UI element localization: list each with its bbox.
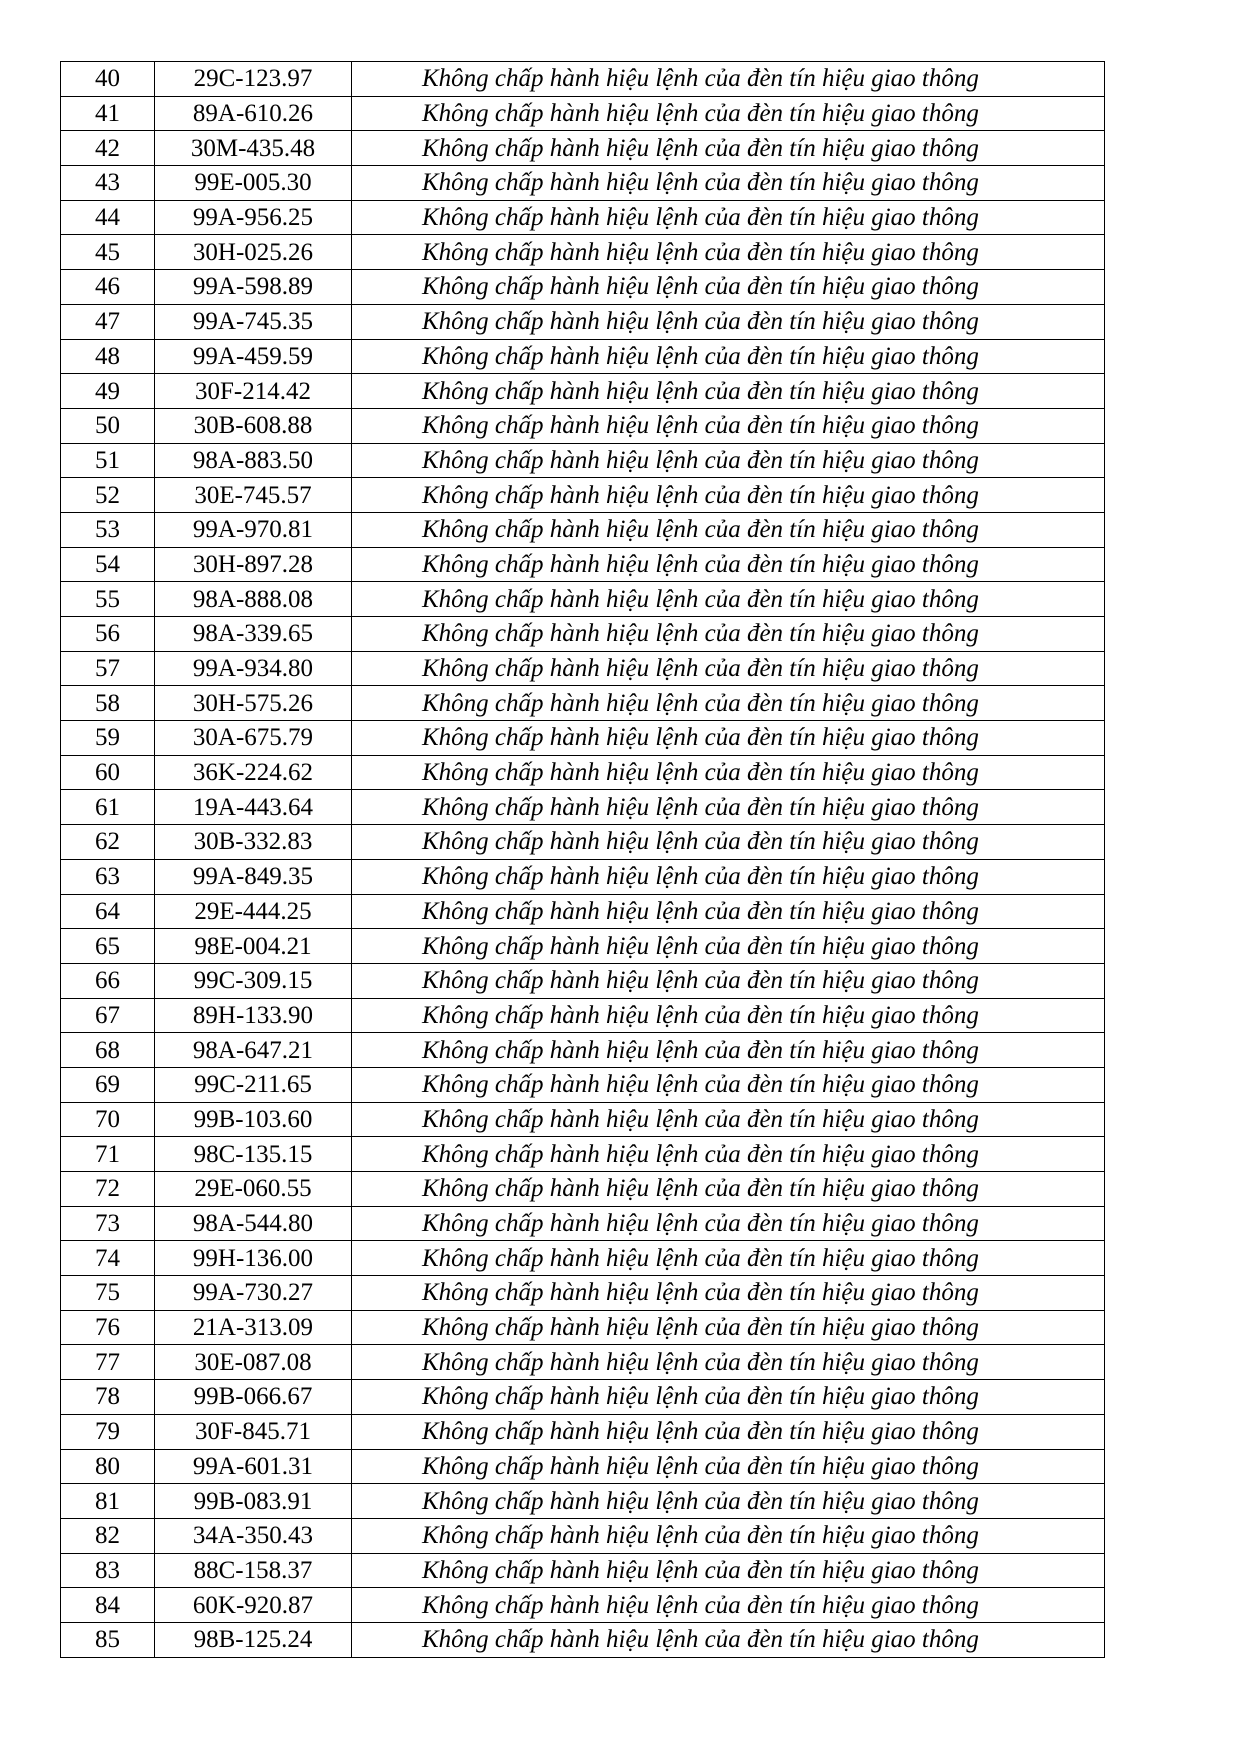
- row-number-cell: 74: [61, 1241, 155, 1276]
- license-plate-cell: 30F-845.71: [155, 1414, 352, 1449]
- violation-cell: Không chấp hành hiệu lệnh của đèn tín hiệu giao thông: [352, 998, 1105, 1033]
- table-row: [61, 1588, 1105, 1623]
- license-plate-cell: 21A-313.09: [155, 1310, 352, 1345]
- violation-cell: Không chấp hành hiệu lệnh của đèn tín hiệu giao thông: [352, 790, 1105, 825]
- row-number-cell: 64: [61, 894, 155, 929]
- row-number-cell: 78: [61, 1380, 155, 1415]
- license-plate-cell: 99A-459.59: [155, 339, 352, 374]
- table-row: [61, 408, 1105, 443]
- violation-cell: Không chấp hành hiệu lệnh của đèn tín hiệu giao thông: [352, 1484, 1105, 1519]
- table-row: [61, 1553, 1105, 1588]
- violation-cell: Không chấp hành hiệu lệnh của đèn tín hiệu giao thông: [352, 270, 1105, 305]
- row-number-cell: 85: [61, 1622, 155, 1657]
- violation-cell: Không chấp hành hiệu lệnh của đèn tín hiệu giao thông: [352, 825, 1105, 860]
- row-number-cell: 45: [61, 235, 155, 270]
- violation-cell: Không chấp hành hiệu lệnh của đèn tín hiệu giao thông: [352, 582, 1105, 617]
- table-row: [61, 1414, 1105, 1449]
- license-plate-cell: 99A-598.89: [155, 270, 352, 305]
- row-number-cell: 44: [61, 200, 155, 235]
- row-number-cell: 63: [61, 859, 155, 894]
- license-plate-cell: 19A-443.64: [155, 790, 352, 825]
- license-plate-cell: 30H-025.26: [155, 235, 352, 270]
- table-row: [61, 374, 1105, 409]
- license-plate-cell: 30F-214.42: [155, 374, 352, 409]
- license-plate-cell: 36K-224.62: [155, 755, 352, 790]
- row-number-cell: 71: [61, 1137, 155, 1172]
- license-plate-cell: 99B-066.67: [155, 1380, 352, 1415]
- license-plate-cell: 98C-135.15: [155, 1137, 352, 1172]
- violation-cell: Không chấp hành hiệu lệnh của đèn tín hiệu giao thông: [352, 1241, 1105, 1276]
- violation-cell: Không chấp hành hiệu lệnh của đèn tín hiệu giao thông: [352, 304, 1105, 339]
- table-row: [61, 1276, 1105, 1311]
- license-plate-cell: 98B-125.24: [155, 1622, 352, 1657]
- table-row: [61, 478, 1105, 513]
- violation-cell: Không chấp hành hiệu lệnh của đèn tín hiệu giao thông: [352, 478, 1105, 513]
- table-row: [61, 512, 1105, 547]
- table-row: [61, 1102, 1105, 1137]
- license-plate-cell: 99H-136.00: [155, 1241, 352, 1276]
- license-plate-cell: 30B-332.83: [155, 825, 352, 860]
- violation-cell: Không chấp hành hiệu lệnh của đèn tín hiệu giao thông: [352, 1588, 1105, 1623]
- row-number-cell: 75: [61, 1276, 155, 1311]
- license-plate-cell: 88C-158.37: [155, 1553, 352, 1588]
- license-plate-cell: 98A-647.21: [155, 1033, 352, 1068]
- table-row: [61, 235, 1105, 270]
- row-number-cell: 42: [61, 131, 155, 166]
- license-plate-cell: 99A-970.81: [155, 512, 352, 547]
- violation-cell: Không chấp hành hiệu lệnh của đèn tín hiệu giao thông: [352, 686, 1105, 721]
- license-plate-cell: 30H-575.26: [155, 686, 352, 721]
- license-plate-cell: 60K-920.87: [155, 1588, 352, 1623]
- row-number-cell: 40: [61, 62, 155, 97]
- table-row: [61, 1484, 1105, 1519]
- row-number-cell: 77: [61, 1345, 155, 1380]
- license-plate-cell: 99C-211.65: [155, 1067, 352, 1102]
- license-plate-cell: 99B-103.60: [155, 1102, 352, 1137]
- violation-cell: Không chấp hành hiệu lệnh của đèn tín hiệu giao thông: [352, 374, 1105, 409]
- table-row: [61, 859, 1105, 894]
- row-number-cell: 51: [61, 443, 155, 478]
- table-row: [61, 790, 1105, 825]
- row-number-cell: 59: [61, 721, 155, 756]
- license-plate-cell: 89A-610.26: [155, 96, 352, 131]
- table-row: [61, 617, 1105, 652]
- row-number-cell: 53: [61, 512, 155, 547]
- violation-cell: Không chấp hành hiệu lệnh của đèn tín hiệu giao thông: [352, 96, 1105, 131]
- table-row: [61, 825, 1105, 860]
- violation-cell: Không chấp hành hiệu lệnh của đèn tín hiệu giao thông: [352, 235, 1105, 270]
- table-row: [61, 1067, 1105, 1102]
- license-plate-cell: 98A-888.08: [155, 582, 352, 617]
- row-number-cell: 57: [61, 651, 155, 686]
- table-row: [61, 1206, 1105, 1241]
- violation-cell: Không chấp hành hiệu lệnh của đèn tín hiệu giao thông: [352, 1172, 1105, 1207]
- violation-cell: Không chấp hành hiệu lệnh của đèn tín hiệu giao thông: [352, 755, 1105, 790]
- violation-cell: Không chấp hành hiệu lệnh của đèn tín hiệu giao thông: [352, 1553, 1105, 1588]
- table-row: [61, 304, 1105, 339]
- row-number-cell: 70: [61, 1102, 155, 1137]
- row-number-cell: 73: [61, 1206, 155, 1241]
- violation-cell: Không chấp hành hiệu lệnh của đèn tín hiệu giao thông: [352, 1033, 1105, 1068]
- row-number-cell: 50: [61, 408, 155, 443]
- violation-cell: Không chấp hành hiệu lệnh của đèn tín hiệu giao thông: [352, 62, 1105, 97]
- table-row: [61, 270, 1105, 305]
- license-plate-cell: 98A-883.50: [155, 443, 352, 478]
- table-row: [61, 755, 1105, 790]
- violation-cell: Không chấp hành hiệu lệnh của đèn tín hiệu giao thông: [352, 200, 1105, 235]
- violation-cell: Không chấp hành hiệu lệnh của đèn tín hiệu giao thông: [352, 1102, 1105, 1137]
- violation-cell: Không chấp hành hiệu lệnh của đèn tín hiệu giao thông: [352, 1206, 1105, 1241]
- license-plate-cell: 99A-956.25: [155, 200, 352, 235]
- violation-cell: Không chấp hành hiệu lệnh của đèn tín hiệu giao thông: [352, 339, 1105, 374]
- row-number-cell: 66: [61, 963, 155, 998]
- violation-cell: Không chấp hành hiệu lệnh của đèn tín hiệu giao thông: [352, 651, 1105, 686]
- violation-cell: Không chấp hành hiệu lệnh của đèn tín hiệu giao thông: [352, 408, 1105, 443]
- license-plate-cell: 99A-934.80: [155, 651, 352, 686]
- row-number-cell: 49: [61, 374, 155, 409]
- table-row: [61, 1345, 1105, 1380]
- row-number-cell: 65: [61, 929, 155, 964]
- violation-cell: Không chấp hành hiệu lệnh của đèn tín hiệu giao thông: [352, 1518, 1105, 1553]
- license-plate-cell: 99A-849.35: [155, 859, 352, 894]
- table-row: [61, 929, 1105, 964]
- table-row: [61, 998, 1105, 1033]
- row-number-cell: 43: [61, 166, 155, 201]
- license-plate-cell: 98A-544.80: [155, 1206, 352, 1241]
- row-number-cell: 55: [61, 582, 155, 617]
- license-plate-cell: 98A-339.65: [155, 617, 352, 652]
- table-row: [61, 131, 1105, 166]
- violation-cell: Không chấp hành hiệu lệnh của đèn tín hiệu giao thông: [352, 1414, 1105, 1449]
- license-plate-cell: 99C-309.15: [155, 963, 352, 998]
- violation-cell: Không chấp hành hiệu lệnh của đèn tín hiệu giao thông: [352, 512, 1105, 547]
- row-number-cell: 62: [61, 825, 155, 860]
- violation-cell: Không chấp hành hiệu lệnh của đèn tín hiệu giao thông: [352, 1622, 1105, 1657]
- table-row: [61, 443, 1105, 478]
- table-row: [61, 1241, 1105, 1276]
- violation-cell: Không chấp hành hiệu lệnh của đèn tín hiệu giao thông: [352, 1380, 1105, 1415]
- license-plate-cell: 30E-745.57: [155, 478, 352, 513]
- table-row: [61, 582, 1105, 617]
- table-row: [61, 651, 1105, 686]
- row-number-cell: 76: [61, 1310, 155, 1345]
- row-number-cell: 69: [61, 1067, 155, 1102]
- violation-cell: Không chấp hành hiệu lệnh của đèn tín hiệu giao thông: [352, 1345, 1105, 1380]
- row-number-cell: 84: [61, 1588, 155, 1623]
- violation-cell: Không chấp hành hiệu lệnh của đèn tín hiệu giao thông: [352, 166, 1105, 201]
- violation-cell: Không chấp hành hiệu lệnh của đèn tín hiệu giao thông: [352, 894, 1105, 929]
- violation-cell: Không chấp hành hiệu lệnh của đèn tín hiệu giao thông: [352, 929, 1105, 964]
- table-row: [61, 1137, 1105, 1172]
- violation-cell: Không chấp hành hiệu lệnh của đèn tín hiệu giao thông: [352, 1449, 1105, 1484]
- table-row: [61, 62, 1105, 97]
- table-row: [61, 547, 1105, 582]
- violation-cell: Không chấp hành hiệu lệnh của đèn tín hiệu giao thông: [352, 1310, 1105, 1345]
- violation-cell: Không chấp hành hiệu lệnh của đèn tín hiệu giao thông: [352, 721, 1105, 756]
- table-row: [61, 1310, 1105, 1345]
- violations-table: [60, 61, 1105, 1658]
- row-number-cell: 58: [61, 686, 155, 721]
- violation-cell: Không chấp hành hiệu lệnh của đèn tín hiệu giao thông: [352, 1276, 1105, 1311]
- row-number-cell: 72: [61, 1172, 155, 1207]
- license-plate-cell: 30M-435.48: [155, 131, 352, 166]
- license-plate-cell: 34A-350.43: [155, 1518, 352, 1553]
- row-number-cell: 60: [61, 755, 155, 790]
- license-plate-cell: 29E-060.55: [155, 1172, 352, 1207]
- license-plate-cell: 98E-004.21: [155, 929, 352, 964]
- table-row: [61, 963, 1105, 998]
- table-row: [61, 721, 1105, 756]
- row-number-cell: 54: [61, 547, 155, 582]
- license-plate-cell: 30A-675.79: [155, 721, 352, 756]
- violation-cell: Không chấp hành hiệu lệnh của đèn tín hiệu giao thông: [352, 131, 1105, 166]
- row-number-cell: 67: [61, 998, 155, 1033]
- license-plate-cell: 99A-601.31: [155, 1449, 352, 1484]
- row-number-cell: 80: [61, 1449, 155, 1484]
- license-plate-cell: 30H-897.28: [155, 547, 352, 582]
- table-row: [61, 200, 1105, 235]
- row-number-cell: 52: [61, 478, 155, 513]
- violations-table-body: [61, 62, 1105, 1658]
- license-plate-cell: 99E-005.30: [155, 166, 352, 201]
- violation-cell: Không chấp hành hiệu lệnh của đèn tín hiệu giao thông: [352, 859, 1105, 894]
- table-row: [61, 166, 1105, 201]
- row-number-cell: 81: [61, 1484, 155, 1519]
- table-row: [61, 1449, 1105, 1484]
- license-plate-cell: 99A-745.35: [155, 304, 352, 339]
- table-row: [61, 1172, 1105, 1207]
- violation-cell: Không chấp hành hiệu lệnh của đèn tín hiệu giao thông: [352, 547, 1105, 582]
- table-row: [61, 894, 1105, 929]
- table-row: [61, 1622, 1105, 1657]
- license-plate-cell: 30E-087.08: [155, 1345, 352, 1380]
- table-row: [61, 686, 1105, 721]
- violation-cell: Không chấp hành hiệu lệnh của đèn tín hiệu giao thông: [352, 443, 1105, 478]
- row-number-cell: 68: [61, 1033, 155, 1068]
- violation-cell: Không chấp hành hiệu lệnh của đèn tín hiệu giao thông: [352, 617, 1105, 652]
- table-row: [61, 96, 1105, 131]
- row-number-cell: 82: [61, 1518, 155, 1553]
- license-plate-cell: 29E-444.25: [155, 894, 352, 929]
- table-row: [61, 339, 1105, 374]
- row-number-cell: 79: [61, 1414, 155, 1449]
- row-number-cell: 47: [61, 304, 155, 339]
- license-plate-cell: 99B-083.91: [155, 1484, 352, 1519]
- license-plate-cell: 30B-608.88: [155, 408, 352, 443]
- license-plate-cell: 29C-123.97: [155, 62, 352, 97]
- row-number-cell: 41: [61, 96, 155, 131]
- license-plate-cell: 89H-133.90: [155, 998, 352, 1033]
- row-number-cell: 83: [61, 1553, 155, 1588]
- violation-cell: Không chấp hành hiệu lệnh của đèn tín hiệu giao thông: [352, 1137, 1105, 1172]
- table-row: [61, 1518, 1105, 1553]
- row-number-cell: 48: [61, 339, 155, 374]
- row-number-cell: 56: [61, 617, 155, 652]
- table-row: [61, 1380, 1105, 1415]
- row-number-cell: 61: [61, 790, 155, 825]
- violation-cell: Không chấp hành hiệu lệnh của đèn tín hiệu giao thông: [352, 1067, 1105, 1102]
- row-number-cell: 46: [61, 270, 155, 305]
- license-plate-cell: 99A-730.27: [155, 1276, 352, 1311]
- violation-cell: Không chấp hành hiệu lệnh của đèn tín hiệu giao thông: [352, 963, 1105, 998]
- table-row: [61, 1033, 1105, 1068]
